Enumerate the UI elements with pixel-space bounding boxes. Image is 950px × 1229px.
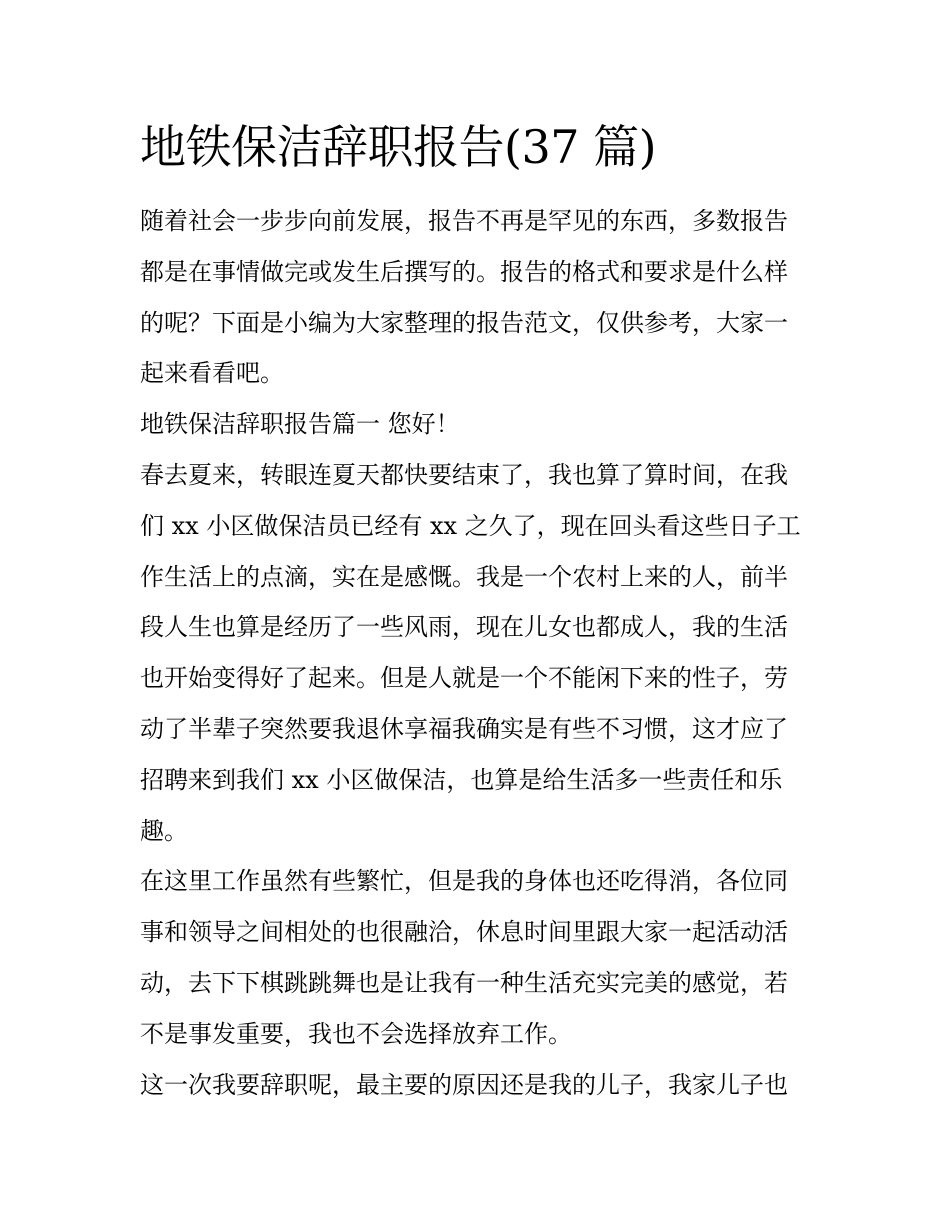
text-line: 在这里工作虽然有些繁忙，但是我的身体也还吃得消，各位同 [140,867,788,896]
text-line: 的呢？下面是小编为大家整理的报告范文，仅供参考，大家一 [140,308,788,337]
text-line: 春去夏来，转眼连夏天都快要结束了，我也算了算时间，在我 [140,460,788,489]
text-line: 动，去下下棋跳跳舞也是让我有一种生活充实完美的感觉，若 [140,968,788,997]
text-line: 不是事发重要，我也不会选择放弃工作。 [140,1019,572,1048]
text-line: 段人生也算是经历了一些风雨，现在儿女也都成人，我的生活 [140,613,788,642]
text-line: 事和领导之间相处的也很融洽，休息时间里跟大家一起活动活 [140,918,788,947]
text-line: 起来看看吧。 [140,359,284,388]
section-heading-line: 地铁保洁辞职报告篇一 您好！ [140,410,460,439]
text-line: 趣。 [140,816,188,845]
text-line: 也开始变得好了起来。但是人就是一个不能闲下来的性子，劳 [140,664,788,693]
text-line: 随着社会一步步向前发展，报告不再是罕见的东西，多数报告 [140,207,788,235]
text-line: 作生活上的点滴，实在是感慨。我是一个农村上来的人，前半 [140,562,788,591]
text-line: 这一次我要辞职呢，最主要的原因还是我的儿子，我家儿子也 [140,1070,788,1099]
text-line: 都是在事情做完或发生后撰写的。报告的格式和要求是什么样 [140,257,788,286]
document-body [140,196,812,1110]
text-line: 动了半辈子突然要我退休享福我确实是有些不习惯，这才应了 [140,714,788,743]
document-title: 地铁保洁辞职报告(37 篇) [140,120,657,174]
text-line: 们 xx 小区做保洁员已经有 xx 之久了，现在回头看这些日子工 [140,511,801,540]
text-line: 招聘来到我们 xx 小区做保洁，也算是给生活多一些责任和乐 [140,765,783,794]
document-content [140,118,812,1110]
